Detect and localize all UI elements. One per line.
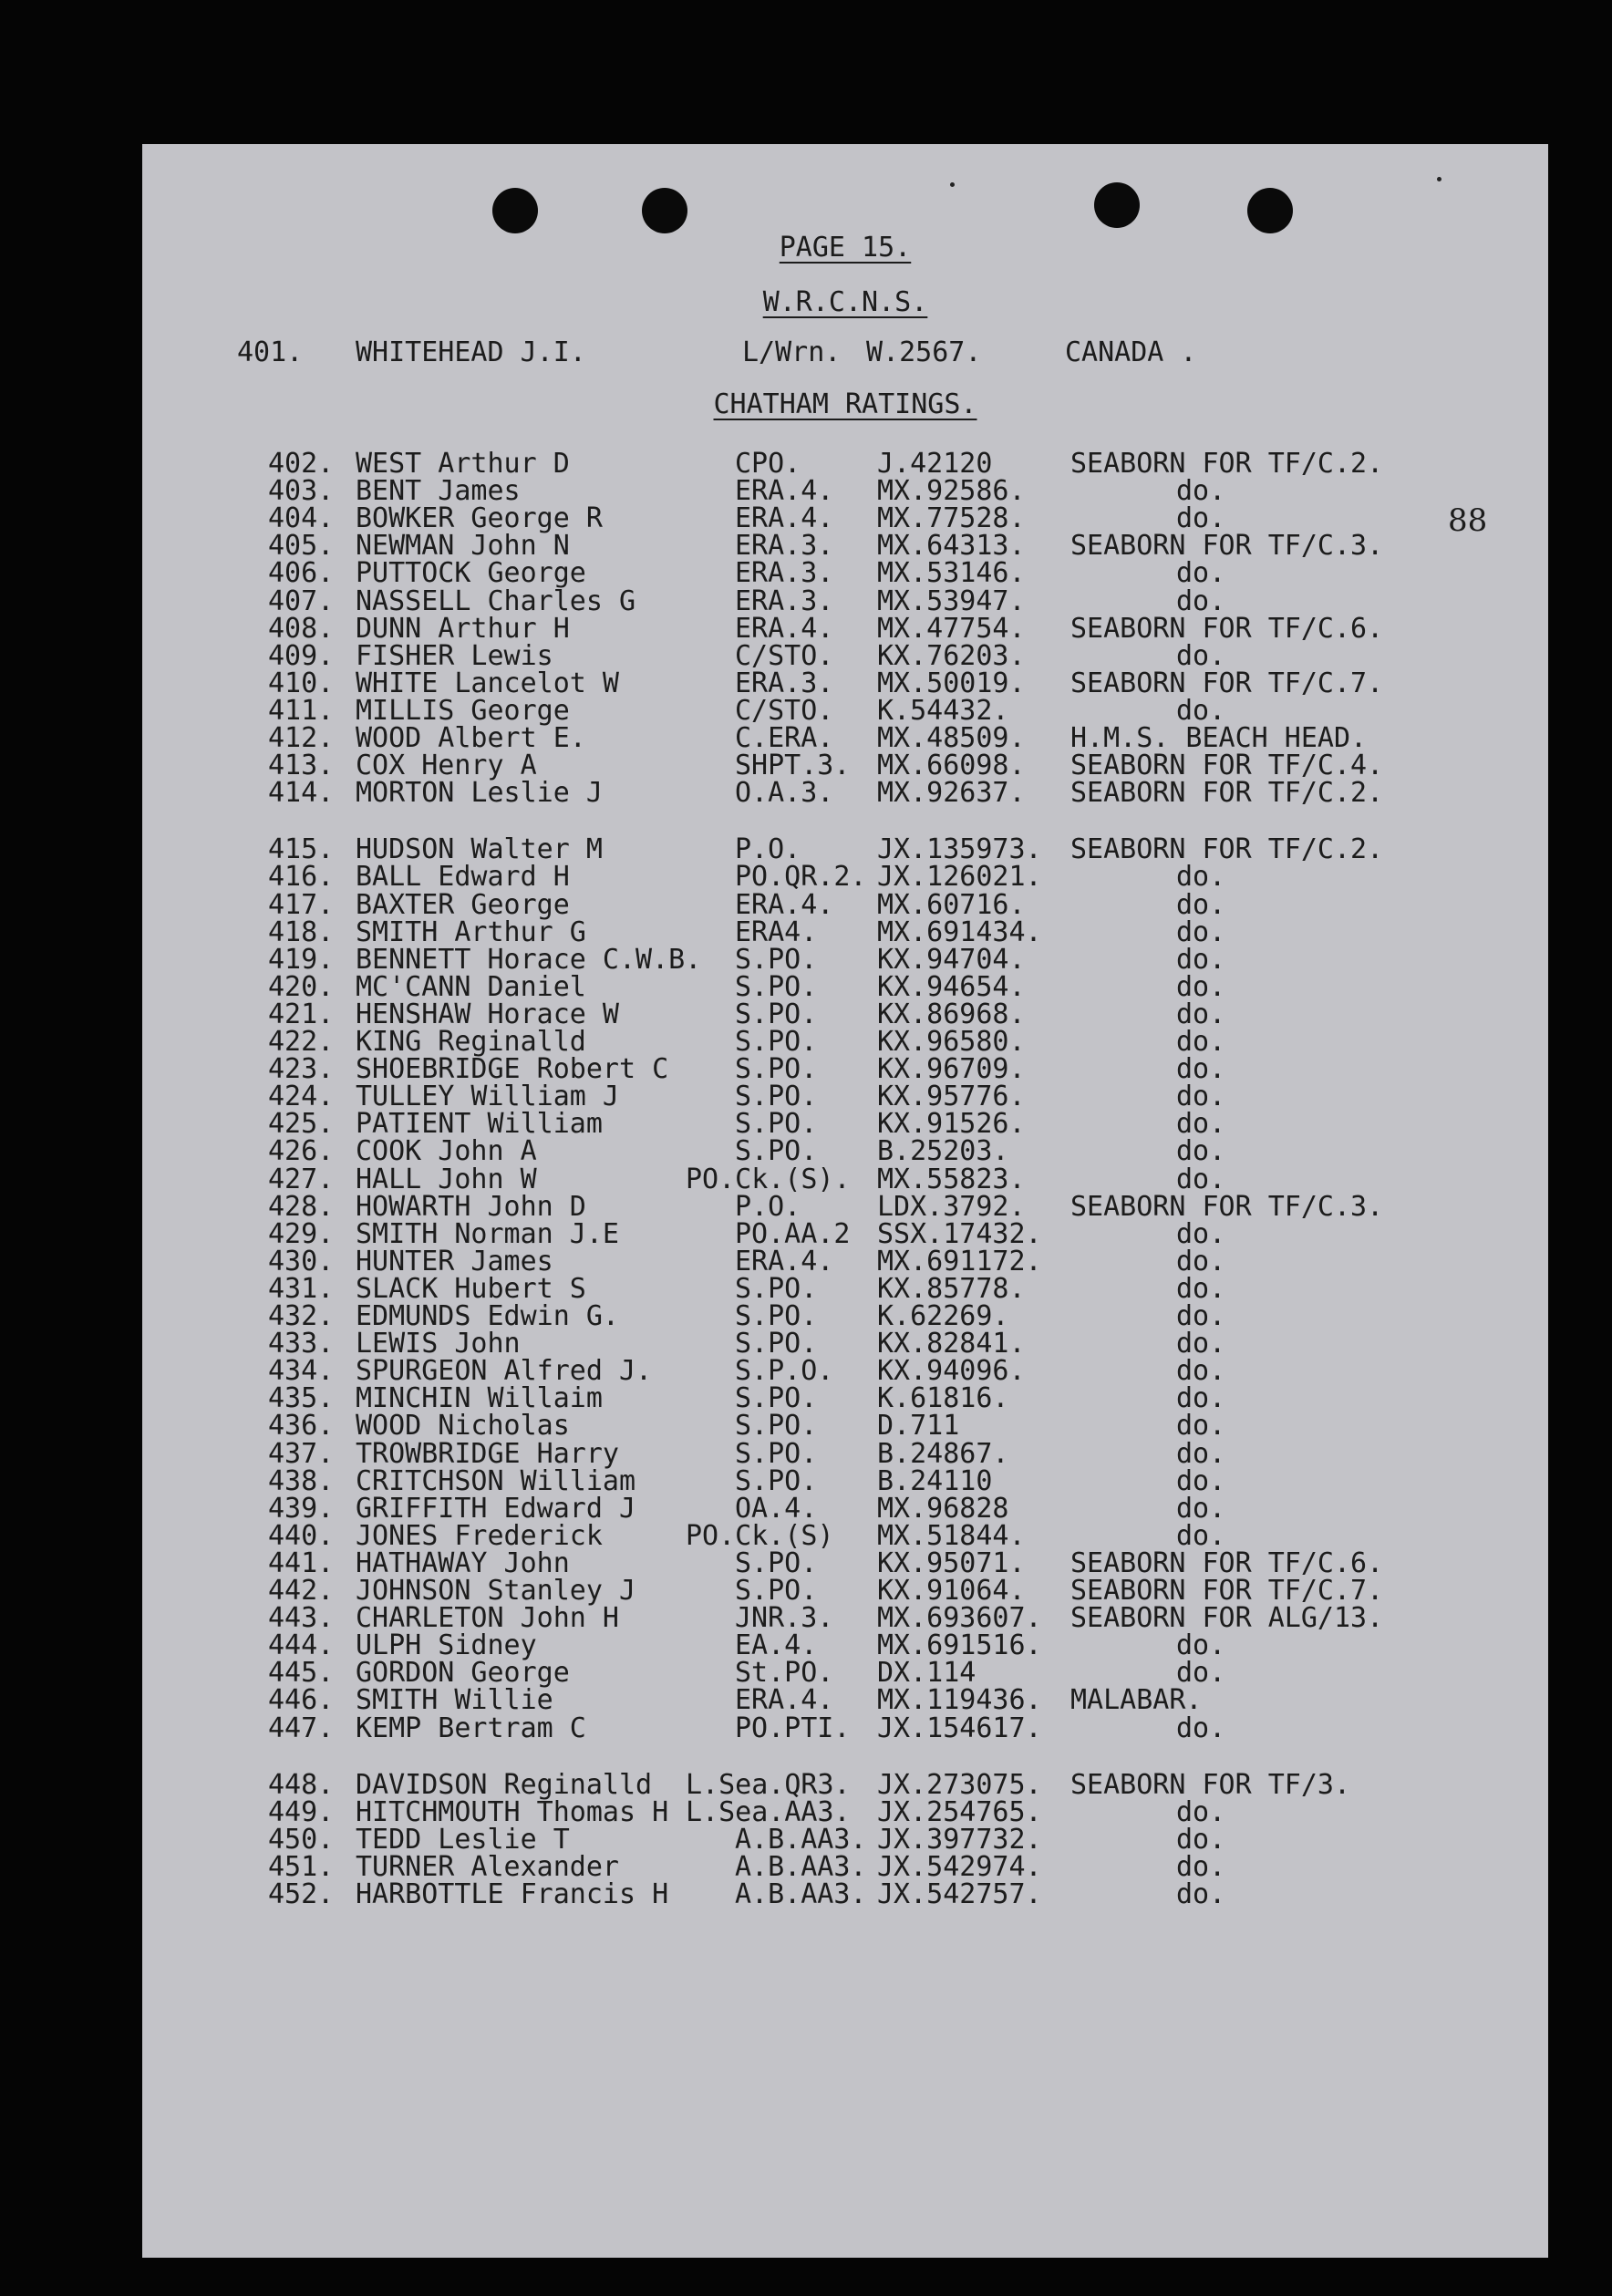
entry-number: 440. bbox=[268, 1519, 335, 1552]
entry-number: 409. bbox=[268, 639, 335, 672]
entry-number: 412. bbox=[268, 722, 335, 754]
entry-number: 433. bbox=[268, 1328, 335, 1360]
entry-official-number: B.24867. bbox=[877, 1437, 1009, 1470]
entry-name: NASSELL Charles G bbox=[356, 584, 636, 617]
entry-remark: do. bbox=[1176, 502, 1226, 535]
entry-rating: A.B.AA3. bbox=[735, 1823, 867, 1856]
entry-rating: S.PO. bbox=[735, 1081, 818, 1113]
entry-remark: do. bbox=[1176, 1850, 1226, 1883]
entry-number: 435. bbox=[268, 1382, 335, 1415]
entry-rating: S.PO. bbox=[735, 1575, 818, 1607]
entry-name: TURNER Alexander bbox=[356, 1850, 619, 1883]
entry-rating: C/STO. bbox=[735, 694, 834, 727]
entry-remark: do. bbox=[1176, 1053, 1226, 1086]
entry-remark: do. bbox=[1176, 1519, 1226, 1552]
entry-official-number: MX.53146. bbox=[877, 557, 1026, 590]
entry-number: 427. bbox=[268, 1163, 335, 1195]
entry-name: DAVIDSON Reginalld bbox=[356, 1768, 653, 1801]
entry-official-number: KX.91064. bbox=[877, 1575, 1026, 1607]
entry-rating: ERA.4. bbox=[735, 888, 834, 921]
entry-official-number: K.62269. bbox=[877, 1300, 1009, 1332]
entry-number: 416. bbox=[268, 861, 335, 894]
entry-official-number: MX.77528. bbox=[877, 502, 1026, 535]
entry-remark: do. bbox=[1176, 557, 1226, 590]
entry-name: HUDSON Walter M bbox=[356, 833, 603, 866]
entry-official-number: KX.95776. bbox=[877, 1081, 1026, 1113]
entry-number: 437. bbox=[268, 1437, 335, 1470]
entry-rating: ERA.4. bbox=[735, 1245, 834, 1277]
entry-official-number: K.54432. bbox=[877, 694, 1009, 727]
entry-remark: do. bbox=[1176, 1026, 1226, 1058]
entry-number: 415. bbox=[268, 833, 335, 866]
entry-name: GORDON George bbox=[356, 1657, 570, 1690]
entry-number: 429. bbox=[268, 1217, 335, 1250]
entry-remark: do. bbox=[1176, 1217, 1226, 1250]
entry-number: 404. bbox=[268, 502, 335, 535]
entry-remark: do. bbox=[1176, 1300, 1226, 1332]
entry-remark: do. bbox=[1176, 694, 1226, 727]
entry-remark: do. bbox=[1176, 1382, 1226, 1415]
entry-rating: PO.Ck.(S) bbox=[686, 1519, 834, 1552]
entry-number: 424. bbox=[268, 1081, 335, 1113]
entry-name: MC'CANN Daniel bbox=[356, 970, 586, 1003]
entry-official-number: KX.91526. bbox=[877, 1108, 1026, 1141]
entry-official-number: W.2567. bbox=[866, 336, 982, 368]
typed-sheet bbox=[142, 144, 1548, 2258]
entry-rating: S.PO. bbox=[735, 1546, 818, 1579]
entry-name: WOOD Nicholas bbox=[356, 1410, 570, 1443]
entry-remark: SEABORN FOR TF/3. bbox=[1070, 1768, 1351, 1801]
entry-official-number: KX.94096. bbox=[877, 1355, 1026, 1388]
entry-official-number: MX.64313. bbox=[877, 530, 1026, 563]
entry-rating: EA.4. bbox=[735, 1629, 818, 1662]
entry-official-number: KX.82841. bbox=[877, 1328, 1026, 1360]
entry-number: 426. bbox=[268, 1135, 335, 1168]
entry-rating: PO.Ck.(S). bbox=[686, 1163, 851, 1195]
entry-number: 410. bbox=[268, 667, 335, 699]
entry-name: ULPH Sidney bbox=[356, 1629, 537, 1662]
entry-name: JONES Frederick bbox=[356, 1519, 603, 1552]
entry-name: PUTTOCK George bbox=[356, 557, 586, 590]
entry-number: 438. bbox=[268, 1464, 335, 1497]
entry-number: 448. bbox=[268, 1768, 335, 1801]
entry-name: GRIFFITH Edward J bbox=[356, 1492, 636, 1525]
entry-name: TROWBRIDGE Harry bbox=[356, 1437, 619, 1470]
entry-rating: O.A.3. bbox=[735, 777, 834, 810]
entry-rating: S.PO. bbox=[735, 1272, 818, 1305]
entry-name: MORTON Leslie J bbox=[356, 777, 603, 810]
entry-remark: do. bbox=[1176, 1437, 1226, 1470]
entry-rating: C.ERA. bbox=[735, 722, 834, 754]
entry-official-number: KX.76203. bbox=[877, 639, 1026, 672]
entry-number: 434. bbox=[268, 1355, 335, 1388]
entry-remark: do. bbox=[1176, 1245, 1226, 1277]
entry-name: HITCHMOUTH Thomas H bbox=[356, 1795, 669, 1828]
entry-name: CRITCHSON William bbox=[356, 1464, 636, 1497]
entry-official-number: MX.66098. bbox=[877, 750, 1026, 782]
entry-number: 405. bbox=[268, 530, 335, 563]
entry-number: 449. bbox=[268, 1795, 335, 1828]
entry-name: HUNTER James bbox=[356, 1245, 553, 1277]
entry-rating: ERA.4. bbox=[735, 475, 834, 508]
entry-rating: S.PO. bbox=[735, 1410, 818, 1443]
entry-official-number: MX.50019. bbox=[877, 667, 1026, 699]
entry-remark: do. bbox=[1176, 970, 1226, 1003]
entry-number: 445. bbox=[268, 1657, 335, 1690]
entry-number: 425. bbox=[268, 1108, 335, 1141]
entry-remark: SEABORN FOR ALG/13. bbox=[1070, 1602, 1384, 1635]
entry-official-number: JX.542974. bbox=[877, 1850, 1042, 1883]
entry-official-number: MX.691516. bbox=[877, 1629, 1042, 1662]
entry-remark: do. bbox=[1176, 1823, 1226, 1856]
entry-rating: ERA.3. bbox=[735, 557, 834, 590]
entry-number: 423. bbox=[268, 1053, 335, 1086]
entry-number: 411. bbox=[268, 694, 335, 727]
scan-speck bbox=[1437, 177, 1442, 181]
entry-official-number: MX.119436. bbox=[877, 1684, 1042, 1717]
entry-official-number: MX.96828 bbox=[877, 1492, 1009, 1525]
entry-rating: PO.QR.2. bbox=[735, 861, 867, 894]
entry-remark: do. bbox=[1176, 1108, 1226, 1141]
entry-remark: do. bbox=[1176, 1657, 1226, 1690]
entry-remark: do. bbox=[1176, 998, 1226, 1030]
entry-rating: S.PO. bbox=[735, 1464, 818, 1497]
entry-official-number: MX.92586. bbox=[877, 475, 1026, 508]
punch-hole bbox=[1094, 182, 1140, 228]
entry-official-number: KX.96580. bbox=[877, 1026, 1026, 1058]
entry-rating: JNR.3. bbox=[735, 1602, 834, 1635]
entry-name: COOK John A bbox=[356, 1135, 537, 1168]
entry-remark: SEABORN FOR TF/C.6. bbox=[1070, 612, 1384, 645]
entry-name: HALL John W bbox=[356, 1163, 537, 1195]
entry-official-number: JX.126021. bbox=[877, 861, 1042, 894]
entry-number: 407. bbox=[268, 584, 335, 617]
entry-rating: P.O. bbox=[735, 833, 801, 866]
entry-name: SMITH Norman J.E bbox=[356, 1217, 619, 1250]
entry-name: WEST Arthur D bbox=[356, 448, 570, 480]
entry-official-number: JX.254765. bbox=[877, 1795, 1042, 1828]
entry-number: 419. bbox=[268, 943, 335, 976]
entry-rating: S.PO. bbox=[735, 1437, 818, 1470]
entry-remark: SEABORN FOR TF/C.4. bbox=[1070, 750, 1384, 782]
entry-official-number: KX.96709. bbox=[877, 1053, 1026, 1086]
entry-official-number: KX.86968. bbox=[877, 998, 1026, 1030]
entry-rating: ERA.4. bbox=[735, 502, 834, 535]
entry-number: 430. bbox=[268, 1245, 335, 1277]
entry-official-number: B.25203. bbox=[877, 1135, 1009, 1168]
entry-number: 413. bbox=[268, 750, 335, 782]
section-heading: W.R.C.N.S. bbox=[762, 286, 928, 318]
entry-rating: PO.AA.2 bbox=[735, 1217, 851, 1250]
entry-remark: do. bbox=[1176, 861, 1226, 894]
entry-rating: A.B.AA3. bbox=[735, 1850, 867, 1883]
entry-official-number: D.711 bbox=[877, 1410, 960, 1443]
entry-official-number: JX.542757. bbox=[877, 1878, 1042, 1910]
entry-name: BAXTER George bbox=[356, 888, 570, 921]
entry-official-number: SSX.17432. bbox=[877, 1217, 1042, 1250]
entry-official-number: MX.51844. bbox=[877, 1519, 1026, 1552]
entry-rating: OA.4. bbox=[735, 1492, 818, 1525]
entry-number: 452. bbox=[268, 1878, 335, 1910]
entry-name: KEMP Bertram C bbox=[356, 1712, 586, 1744]
entry-remark: SEABORN FOR TF/C.2. bbox=[1070, 448, 1384, 480]
entry-remark: SEABORN FOR TF/C.3. bbox=[1070, 530, 1384, 563]
entry-name: BENT James bbox=[356, 475, 521, 508]
entry-remark: do. bbox=[1176, 1135, 1226, 1168]
entry-number: 408. bbox=[268, 612, 335, 645]
entry-official-number: JX.273075. bbox=[877, 1768, 1042, 1801]
entry-name: WHITE Lancelot W bbox=[356, 667, 619, 699]
entry-remark: do. bbox=[1176, 915, 1226, 948]
entry-rating: St.PO. bbox=[735, 1657, 834, 1690]
entry-rating: ERA.4. bbox=[735, 612, 834, 645]
entry-name: BALL Edward H bbox=[356, 861, 570, 894]
entry-official-number: B.24110 bbox=[877, 1464, 993, 1497]
entry-official-number: MX.47754. bbox=[877, 612, 1026, 645]
entry-rating: S.PO. bbox=[735, 943, 818, 976]
entry-official-number: DX.114 bbox=[877, 1657, 976, 1690]
entry-remark: H.M.S. BEACH HEAD. bbox=[1070, 722, 1368, 754]
margin-note: 88 bbox=[1448, 502, 1488, 539]
sub-heading: CHATHAM RATINGS. bbox=[713, 388, 977, 420]
page-title: PAGE 15. bbox=[779, 232, 912, 264]
entry-rating: S.PO. bbox=[735, 1026, 818, 1058]
entry-remark: do. bbox=[1176, 1328, 1226, 1360]
entry-number: 421. bbox=[268, 998, 335, 1030]
entry-official-number: MX.693607. bbox=[877, 1602, 1042, 1635]
entry-official-number: MX.691434. bbox=[877, 915, 1042, 948]
entry-rating: L.Sea.AA3. bbox=[686, 1795, 851, 1828]
entry-remark: SEABORN FOR TF/C.6. bbox=[1070, 1546, 1384, 1579]
entry-official-number: JX.135973. bbox=[877, 833, 1042, 866]
entry-number: 443. bbox=[268, 1602, 335, 1635]
entry-number: 451. bbox=[268, 1850, 335, 1883]
entry-number: 450. bbox=[268, 1823, 335, 1856]
entry-name: WOOD Albert E. bbox=[356, 722, 586, 754]
entry-name: SPURGEON Alfred J. bbox=[356, 1355, 653, 1388]
entry-rating: P.O. bbox=[735, 1190, 801, 1223]
entry-name: EDMUNDS Edwin G. bbox=[356, 1300, 619, 1332]
entry-name: SLACK Hubert S bbox=[356, 1272, 586, 1305]
entry-name: COX Henry A bbox=[356, 750, 537, 782]
entry-remark: SEABORN FOR TF/C.3. bbox=[1070, 1190, 1384, 1223]
entry-remark: SEABORN FOR TF/C.7. bbox=[1070, 667, 1384, 699]
entry-official-number: MX.92637. bbox=[877, 777, 1026, 810]
entry-number: 401. bbox=[237, 336, 304, 368]
entry-official-number: KX.94654. bbox=[877, 970, 1026, 1003]
entry-number: 403. bbox=[268, 475, 335, 508]
entry-rating: L.Sea.QR3. bbox=[686, 1768, 851, 1801]
entry-name: CHARLETON John H bbox=[356, 1602, 619, 1635]
entry-number: 414. bbox=[268, 777, 335, 810]
entry-number: 417. bbox=[268, 888, 335, 921]
entry-rating: ERA.3. bbox=[735, 530, 834, 563]
entry-official-number: MX.48509. bbox=[877, 722, 1026, 754]
entry-rating: ERA.3. bbox=[735, 584, 834, 617]
entry-remark: do. bbox=[1176, 943, 1226, 976]
entry-remark: do. bbox=[1176, 1355, 1226, 1388]
entry-remark: do. bbox=[1176, 1464, 1226, 1497]
entry-rating: S.PO. bbox=[735, 1328, 818, 1360]
entry-official-number: MX.691172. bbox=[877, 1245, 1042, 1277]
entry-remark: do. bbox=[1176, 1272, 1226, 1305]
entry-official-number: JX.154617. bbox=[877, 1712, 1042, 1744]
entry-remark: MALABAR. bbox=[1070, 1684, 1203, 1717]
entry-rating: ERA.3. bbox=[735, 667, 834, 699]
entry-number: 422. bbox=[268, 1026, 335, 1058]
entry-official-number: J.42120 bbox=[877, 448, 993, 480]
entry-remark: do. bbox=[1176, 1629, 1226, 1662]
entry-number: 439. bbox=[268, 1492, 335, 1525]
entry-rating: S.PO. bbox=[735, 1108, 818, 1141]
entry-name: SMITH Arthur G bbox=[356, 915, 586, 948]
entry-remark: do. bbox=[1176, 1795, 1226, 1828]
entry-remark: do. bbox=[1176, 888, 1226, 921]
entry-official-number: JX.397732. bbox=[877, 1823, 1042, 1856]
entry-official-number: KX.95071. bbox=[877, 1546, 1026, 1579]
entry-number: 446. bbox=[268, 1684, 335, 1717]
entry-name: WHITEHEAD J.I. bbox=[356, 336, 586, 368]
entry-remark: CANADA . bbox=[1065, 336, 1197, 368]
entry-name: HOWARTH John D bbox=[356, 1190, 586, 1223]
entry-name: DUNN Arthur H bbox=[356, 612, 570, 645]
entry-rating: ERA.4. bbox=[735, 1684, 834, 1717]
entry-rating: SHPT.3. bbox=[735, 750, 851, 782]
entry-number: 420. bbox=[268, 970, 335, 1003]
entry-remark: do. bbox=[1176, 1081, 1226, 1113]
entry-official-number: KX.94704. bbox=[877, 943, 1026, 976]
entry-name: TULLEY William J bbox=[356, 1081, 619, 1113]
entry-rating: PO.PTI. bbox=[735, 1712, 851, 1744]
entry-rating: S.PO. bbox=[735, 970, 818, 1003]
entry-name: MILLIS George bbox=[356, 694, 570, 727]
entry-rating: C/STO. bbox=[735, 639, 834, 672]
entry-rating: ERA4. bbox=[735, 915, 818, 948]
entry-number: 402. bbox=[268, 448, 335, 480]
entry-name: SHOEBRIDGE Robert C bbox=[356, 1053, 669, 1086]
entry-rating: S.PO. bbox=[735, 1135, 818, 1168]
entry-official-number: MX.60716. bbox=[877, 888, 1026, 921]
entry-rating: S.PO. bbox=[735, 1382, 818, 1415]
entry-name: PATIENT William bbox=[356, 1108, 603, 1141]
entry-number: 432. bbox=[268, 1300, 335, 1332]
entry-name: HENSHAW Horace W bbox=[356, 998, 619, 1030]
entry-name: SMITH Willie bbox=[356, 1684, 553, 1717]
entry-remark: do. bbox=[1176, 1163, 1226, 1195]
entry-remark: SEABORN FOR TF/C.2. bbox=[1070, 777, 1384, 810]
entry-remark: do. bbox=[1176, 1878, 1226, 1910]
entry-number: 428. bbox=[268, 1190, 335, 1223]
entry-number: 418. bbox=[268, 915, 335, 948]
entry-remark: do. bbox=[1176, 584, 1226, 617]
scan-speck bbox=[950, 182, 955, 187]
entry-number: 436. bbox=[268, 1410, 335, 1443]
entry-name: FISHER Lewis bbox=[356, 639, 553, 672]
entry-rating: S.PO. bbox=[735, 998, 818, 1030]
entry-official-number: KX.85778. bbox=[877, 1272, 1026, 1305]
punch-hole bbox=[492, 188, 538, 233]
entry-number: 406. bbox=[268, 557, 335, 590]
entry-official-number: MX.55823. bbox=[877, 1163, 1026, 1195]
entry-official-number: LDX.3792. bbox=[877, 1190, 1026, 1223]
entry-remark: do. bbox=[1176, 1410, 1226, 1443]
entry-rating: S.PO. bbox=[735, 1053, 818, 1086]
entry-rating: A.B.AA3. bbox=[735, 1878, 867, 1910]
entry-rating: L/Wrn. bbox=[742, 336, 842, 368]
entry-remark: do. bbox=[1176, 639, 1226, 672]
entry-official-number: K.61816. bbox=[877, 1382, 1009, 1415]
entry-name: KING Reginalld bbox=[356, 1026, 586, 1058]
entry-number: 431. bbox=[268, 1272, 335, 1305]
entry-number: 444. bbox=[268, 1629, 335, 1662]
punch-hole bbox=[1247, 188, 1293, 233]
entry-name: BOWKER George R bbox=[356, 502, 603, 535]
entry-name: LEWIS John bbox=[356, 1328, 521, 1360]
entry-rating: CPO. bbox=[735, 448, 801, 480]
entry-rating: S.PO. bbox=[735, 1300, 818, 1332]
entry-remark: SEABORN FOR TF/C.2. bbox=[1070, 833, 1384, 866]
entry-number: 447. bbox=[268, 1712, 335, 1744]
entry-name: MINCHIN Willaim bbox=[356, 1382, 603, 1415]
entry-rating: S.P.O. bbox=[735, 1355, 834, 1388]
entry-number: 442. bbox=[268, 1575, 335, 1607]
entry-name: TEDD Leslie T bbox=[356, 1823, 570, 1856]
entry-remark: do. bbox=[1176, 1712, 1226, 1744]
entry-official-number: MX.53947. bbox=[877, 584, 1026, 617]
entry-name: HATHAWAY John bbox=[356, 1546, 570, 1579]
entry-remark: do. bbox=[1176, 1492, 1226, 1525]
entry-name: HARBOTTLE Francis H bbox=[356, 1878, 669, 1910]
entry-name: NEWMAN John N bbox=[356, 530, 570, 563]
punch-hole bbox=[642, 188, 687, 233]
entry-name: JOHNSON Stanley J bbox=[356, 1575, 636, 1607]
entry-name: BENNETT Horace C.W.B. bbox=[356, 943, 702, 976]
entry-remark: SEABORN FOR TF/C.7. bbox=[1070, 1575, 1384, 1607]
entry-number: 441. bbox=[268, 1546, 335, 1579]
entry-remark: do. bbox=[1176, 475, 1226, 508]
